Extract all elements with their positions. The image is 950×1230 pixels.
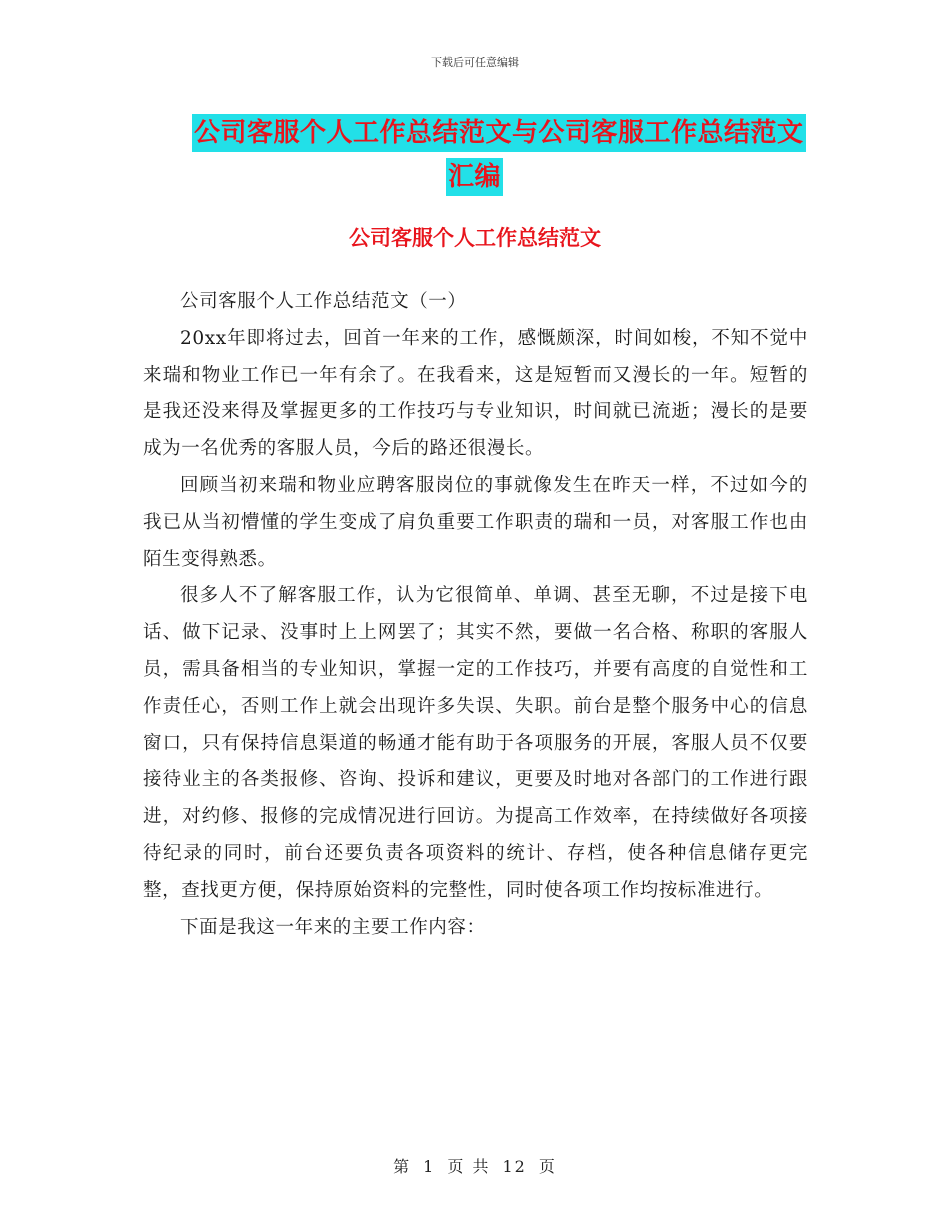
- paragraph: 20xx年即将过去，回首一年来的工作，感慨颇深，时间如梭，不知不觉中来瑞和物业工作已一年有余了。在我看来，这是短暂而又漫长的一年。短暂的是我还没来得及掌握更多的工作技巧与专业知识，时间就已流逝；漫长的是要成为一名优秀的客服人员，今后的路还很漫长。: [143, 327, 808, 460]
- title-line-1: 公司客服个人工作总结范文与公司客服工作总结范文: [192, 114, 806, 152]
- header-note: 下载后可任意编辑: [431, 56, 519, 69]
- paragraph: 下面是我这一年来的主要工作内容：: [180, 916, 486, 938]
- footer-suffix: 页: [538, 1157, 557, 1176]
- paragraph-subtitle: 公司客服个人工作总结范文（一）: [180, 291, 467, 312]
- page-number: 1: [423, 1157, 436, 1176]
- section-heading: 公司客服个人工作总结范文: [349, 226, 601, 250]
- title-line-2: 汇编: [446, 158, 503, 196]
- footer-middle: 页 共: [447, 1157, 491, 1176]
- body-text: [143, 284, 808, 946]
- paragraph: 很多人不了解客服工作，认为它很简单、单调、甚至无聊，不过是接下电话、做下记录、没事时上上网罢了；其实不然，要做一名合格、称职的客服人员，需具备相当的专业知识，掌握一定的工作技巧，并要有高度的自觉性和工作责任心，否则工作上就会出现许多失误、失职。前台是整个服务中心的信息窗口，只有保持信息渠道的畅通才能有助于各项服务的开展，客服人员不仅要接待业主的各类报修、咨询、投诉和建议，更要及时地对各部门的工作进行跟进，对约修、报修的完成情况进行回访。为提高工作效率，在持续做好各项接待纪录的同时，前台还要负责各项资料的统计、存档，使各种信息储存更完整，查找更方便，保持原始资料的完整性，同时使各项工作均按标准进行。: [143, 585, 808, 901]
- page-footer: [0, 1154, 950, 1177]
- paragraph: 回顾当初来瑞和物业应聘客服岗位的事就像发生在昨天一样，不过如今的我已从当初懵懂的学生变成了肩负重要工作职责的瑞和一员，对客服工作也由陌生变得熟悉。: [143, 474, 808, 570]
- footer-prefix: 第: [393, 1157, 412, 1176]
- total-pages: 12: [502, 1157, 527, 1176]
